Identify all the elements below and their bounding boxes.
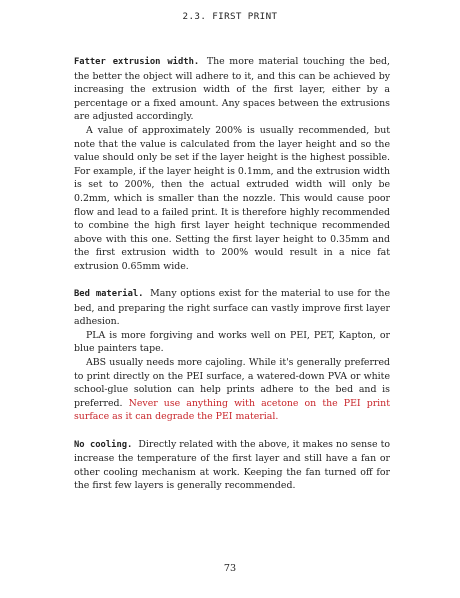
paragraph-pla: PLA is more forgiving and works well on PEI, PET, Kapton, or blue painters tape. (74, 329, 390, 355)
page-body (74, 55, 390, 493)
heading-no-cooling: No cooling. (74, 439, 133, 450)
paragraph-text: Directly related with the above, it makes no sense to increase the temperature of the first layer and still have a fan or other cooling mechanism at work. Keeping the fan turned off for the first few layers is generally recommended. (74, 438, 390, 492)
paragraph-no-cooling (74, 438, 390, 493)
page-number: 73 (223, 563, 237, 574)
running-header: 2.3. FIRST PRINT (182, 11, 278, 22)
paragraph-text: Many options exist for the material to use for the bed, and preparing the right surface can vastly improve first layer adhesion. (74, 288, 390, 328)
heading-fatter-extrusion: Fatter extrusion width. (74, 57, 200, 67)
paragraph-abs (74, 356, 390, 424)
paragraph-fatter-extrusion (74, 55, 390, 124)
paragraph-text: ABS usually needs more cajoling. While it's generally preferred to print directly on the PEI surface, a watered-down PVA or white school-glue solution can help prints adhere to the bed and is preferred. (74, 357, 390, 409)
paragraph-extrusion-value: A value of approximately 200% is usually recommended, but note that the value is calculated from the layer height and so the value should only be set if the layer height is the highest possible. For example, if the layer height is 0.1mm, and the extrusion width is set to 200%, then the actual extruded width will only be 0.2mm, which is smaller than the nozzle. This would cause poor flow and lead to a failed print. It is therefore highly recommended to combine the high first layer height technique recommended above with this one. Setting the first layer height to 0.35mm and the first extrusion width to 200% would result in a nice fat extrusion 0.65mm wide. (74, 124, 390, 272)
acetone-warning: Never use anything with acetone on the PEI print surface as it can degrade the PEI material. (74, 397, 390, 423)
paragraph-bed-material (74, 287, 390, 329)
heading-bed-material: Bed material. (74, 289, 144, 300)
paragraph-text: The more material touching the bed, the better the object will adhere to it, and this can be achieved by increasing the extrusion width of the first layer, either by a percentage or a fixed amount. Any spaces between the extrusions are adjusted accordingly. (74, 56, 390, 123)
